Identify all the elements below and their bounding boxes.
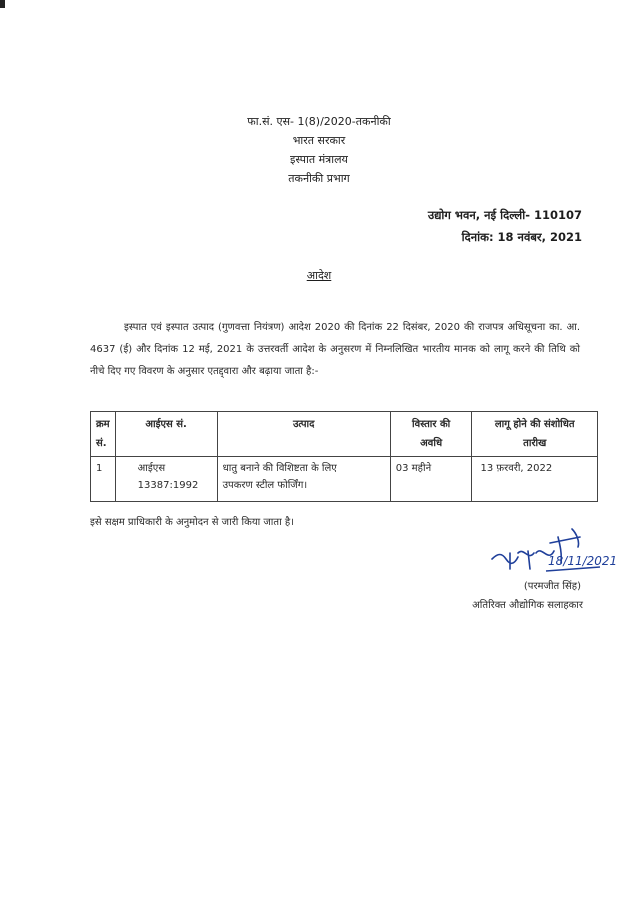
government-name: भारत सरकार [292, 134, 346, 147]
order-paragraph [90, 317, 580, 383]
header-revised-date: लागू होने की संशोधित तारीख [472, 412, 598, 457]
handwritten-signature [488, 523, 618, 578]
table-row [91, 457, 598, 502]
cell-revised-date: 13 फ़रवरी, 2022 [472, 457, 598, 502]
approval-note: इसे सक्षम प्राधिकारी के अनुमोदन से जारी किया जाता है। [90, 517, 294, 528]
address-block [428, 204, 582, 248]
office-location: उद्योग भवन, नई दिल्ली- 110107 [427, 208, 582, 222]
scan-corner-mark [0, 0, 5, 8]
cell-extension: 03 महीने [390, 457, 472, 502]
table-header-row [91, 412, 598, 457]
division-name: तकनीकी प्रभाग [288, 172, 350, 185]
standards-table [90, 411, 598, 502]
order-paragraph-text: इस्पात एवं इस्पात उत्पाद (गुणवत्ता नियंत्रण) आदेश 2020 की दिनांक 22 दिसंबर, 2020 की राजपत्र अधिसूचना का. आ. 4637 (ई) और दिनांक 12 मई, 2021 के उत्तरवर्ती आदेश के अनुसरण में निम्नलिखित भारतीय मानक को लागू करने की तिथि को नीचे दिए गए विवरण के अनुसार एतद्द्वारा और बढ़ाया जाता है:- [90, 322, 580, 377]
header-product: उत्पाद [217, 412, 390, 457]
cell-product: धातु बनाने की विशिष्टता के लिए उपकरण स्टील फोर्जिंग। [217, 457, 390, 502]
cell-is-number: आईएस 13387:1992 [115, 457, 217, 502]
file-number: फा.सं. एस- 1(8)/2020-तकनीकी [247, 115, 391, 128]
signature-date: 18/11/2021 [548, 554, 618, 568]
ministry-name: इस्पात मंत्रालय [290, 153, 348, 166]
order-title: आदेश [306, 269, 332, 282]
header-serial: क्रम सं. [91, 412, 116, 457]
cell-serial: 1 [91, 457, 116, 502]
issue-date: दिनांक: 18 नवंबर, 2021 [461, 230, 582, 244]
letterhead [0, 112, 638, 188]
signatory-designation: अतिरिक्त औद्योगिक सलाहकार [472, 600, 583, 611]
header-extension: विस्तार की अवधि [390, 412, 472, 457]
header-is-number: आईएस सं. [115, 412, 217, 457]
signatory-name: (परमजीत सिंह) [523, 581, 581, 592]
